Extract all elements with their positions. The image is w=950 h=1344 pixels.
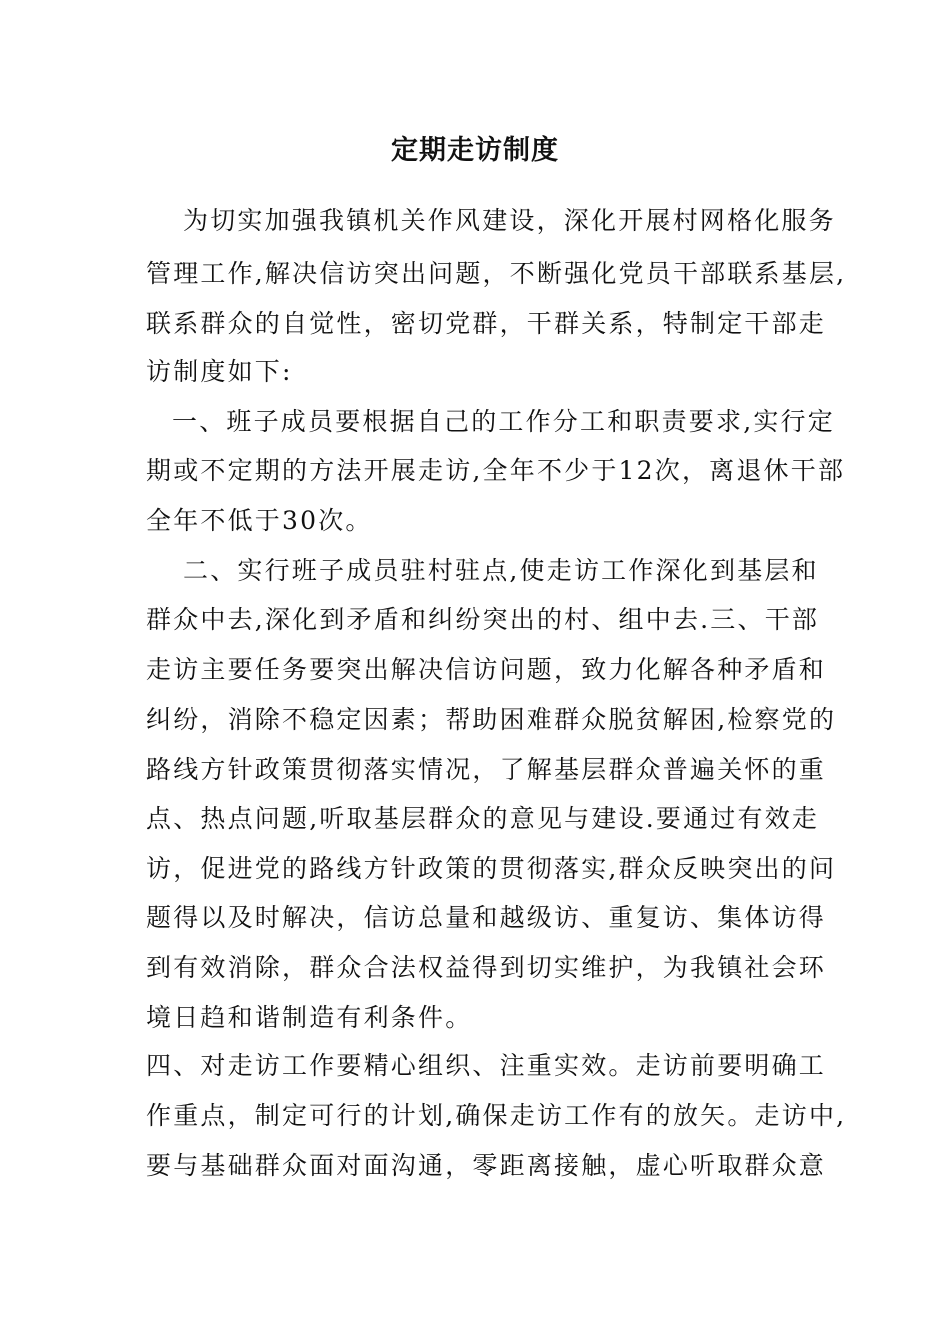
paragraph-line: 二、实行班子成员驻村驻点,使走访工作深化到基层和 xyxy=(183,556,819,585)
paragraph-line: 管理工作,解决信访突出问题，不断强化党员干部联系基层, xyxy=(146,259,847,288)
paragraph-line: 联系群众的自觉性，密切党群，干群关系，特制定干部走 xyxy=(146,309,827,338)
paragraph-line: 访，促进党的路线方针政策的贯彻落实,群众反映突出的问 xyxy=(146,854,837,883)
paragraph-line: 要与基础群众面对面沟通，零距离接触，虚心听取群众意 xyxy=(146,1151,827,1180)
paragraph-line: 四、对走访工作要精心组织、注重实效。走访前要明确工 xyxy=(146,1051,827,1080)
paragraph-line: 全年不低于30次。 xyxy=(146,506,373,535)
document-title: 定期走访制度 xyxy=(391,135,559,166)
paragraph-line: 群众中去,深化到矛盾和纠纷突出的村、组中去.三、干部 xyxy=(146,605,820,634)
paragraph-line: 点、热点问题,听取基层群众的意见与建设.要通过有效走 xyxy=(146,804,820,833)
paragraph-line: 为切实加强我镇机关作风建设，深化开展村网格化服务 xyxy=(183,206,836,235)
paragraph-line: 到有效消除，群众合法权益得到切实维护，为我镇社会环 xyxy=(146,953,827,982)
paragraph-line: 一、班子成员要根据自己的工作分工和职责要求,实行定 xyxy=(172,407,835,436)
paragraph-line: 访制度如下: xyxy=(146,357,293,386)
paragraph-line: 境日趋和谐制造有利条件。 xyxy=(146,1003,473,1032)
paragraph-line: 作重点，制定可行的计划,确保走访工作有的放矢。走访中, xyxy=(146,1101,847,1130)
paragraph-line: 走访主要任务要突出解决信访问题，致力化解各种矛盾和 xyxy=(146,655,827,684)
paragraph-line: 纠纷，消除不稳定因素；帮助困难群众脱贫解困,检察党的 xyxy=(146,705,837,734)
paragraph-line: 路线方针政策贯彻落实情况，了解基层群众普遍关怀的重 xyxy=(146,755,827,784)
paragraph-line: 题得以及时解决，信访总量和越级访、重复访、集体访得 xyxy=(146,903,827,932)
paragraph-line: 期或不定期的方法开展走访,全年不少于12次，离退休干部 xyxy=(146,456,846,485)
